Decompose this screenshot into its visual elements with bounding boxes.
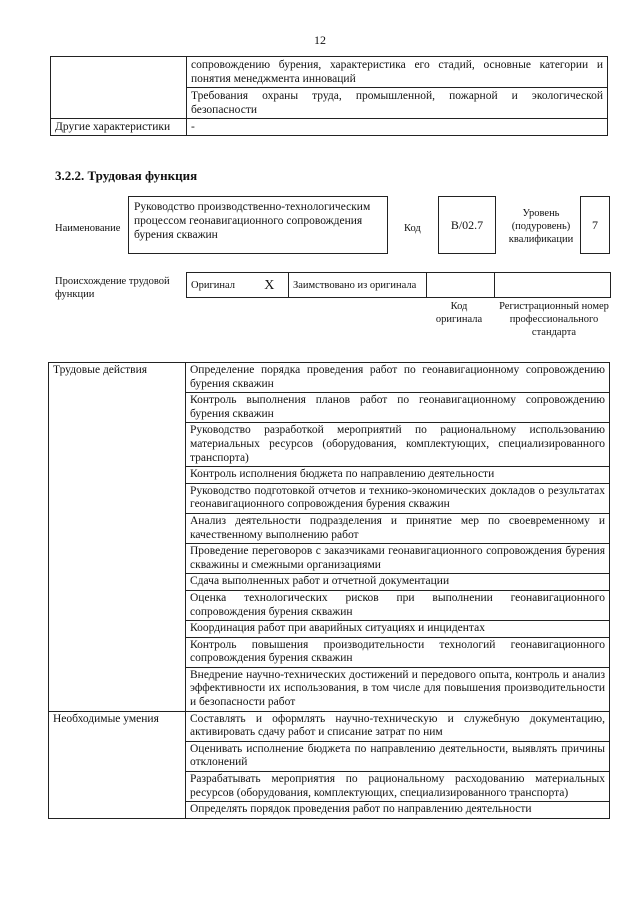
code-label: Код	[404, 223, 421, 234]
table-cell: Оценка технологических рисков при выполнении геонавигационного сопровождения бурения скважин	[186, 590, 610, 620]
table-cell: Контроль повышения производительности технологий геонавигационного сопровождения бурения скважин	[186, 637, 610, 667]
function-code: B/02.7	[438, 196, 496, 254]
table-row	[49, 363, 610, 393]
function-name: Руководство производственно-технологическим процессом геонавигационного сопровождения бурения скважин	[128, 196, 388, 254]
table-cell: Сдача выполненных работ и отчетной документации	[186, 574, 610, 591]
row-label: Другие характеристики	[51, 119, 187, 136]
table-cell: Внедрение научно-технических достижений и передового опыта, контроль и анализ эффективности их использования, в том числе для повышения производительности и безопасности работ	[186, 667, 610, 711]
original-code-cell	[427, 273, 495, 298]
top-table	[50, 56, 608, 136]
table-cell: Руководство разработкой мероприятий по рациональному использованию материальных ресурсов (оборудования, комплектующих, специализированного транспорта)	[186, 423, 610, 467]
table-row	[187, 273, 611, 298]
table-row	[51, 57, 608, 88]
name-label: Наименование	[55, 223, 121, 234]
main-table	[48, 362, 610, 819]
table-cell: Координация работ при аварийных ситуациях и инцидентах	[186, 621, 610, 638]
original-mark: X	[251, 273, 289, 298]
origin-table	[186, 272, 611, 298]
registration-cell	[495, 273, 611, 298]
table-cell: -	[187, 119, 608, 136]
table-cell: сопровождению бурения, характеристика его стадий, основные категории и понятия менеджмента инноваций	[187, 57, 608, 88]
section-label: Необходимые умения	[49, 711, 186, 818]
section-heading: 3.2.2. Трудовая функция	[55, 168, 198, 183]
registration-caption: Регистрационный номер профессионального стандарта	[499, 301, 609, 338]
code-caption: Код оригинала	[435, 301, 483, 325]
table-cell: Анализ деятельности подразделения и принятие мер по своевременному и качественному выполнению работ	[186, 513, 610, 543]
page-number: 12	[314, 33, 326, 47]
level-value: 7	[580, 196, 610, 254]
table-cell: Контроль исполнения бюджета по направлению деятельности	[186, 467, 610, 484]
table-cell: Составлять и оформлять научно-техническую и служебную документацию, активировать сдачу работ и списание затрат по ним	[186, 711, 610, 741]
level-label: Уровень (подуровень) квалификации	[508, 208, 574, 245]
table-cell: Руководство подготовкой отчетов и технико-экономических докладов о результатах геонавигационного сопровождения бурения скважин	[186, 483, 610, 513]
section-label: Трудовые действия	[49, 363, 186, 712]
table-cell: Определять порядок проведения работ по направлению деятельности	[186, 802, 610, 819]
table-cell: Требования охраны труда, промышленной, пожарной и экологической безопасности	[187, 88, 608, 119]
borrowed-label: Заимствовано из оригинала	[289, 273, 427, 298]
table-cell: Контроль выполнения планов работ по геонавигационному сопровождению бурения скважин	[186, 393, 610, 423]
table-cell: Проведение переговоров с заказчиками геонавигационного сопровождения бурения скважины и смежными организациями	[186, 544, 610, 574]
table-row	[51, 119, 608, 136]
table-cell: Определение порядка проведения работ по геонавигационному сопровождению бурения скважин	[186, 363, 610, 393]
table-cell: Разрабатывать мероприятия по рациональному расходованию материальных ресурсов (оборудования, комплектующих, специализированного транспорта)	[186, 772, 610, 802]
origin-label: Происхождение трудовой функции	[55, 276, 170, 300]
row-label	[51, 57, 187, 119]
original-label: Оригинал	[187, 273, 251, 298]
table-cell: Оценивать исполнение бюджета по направлению деятельности, выявлять причины отклонений	[186, 741, 610, 771]
table-row	[49, 711, 610, 741]
